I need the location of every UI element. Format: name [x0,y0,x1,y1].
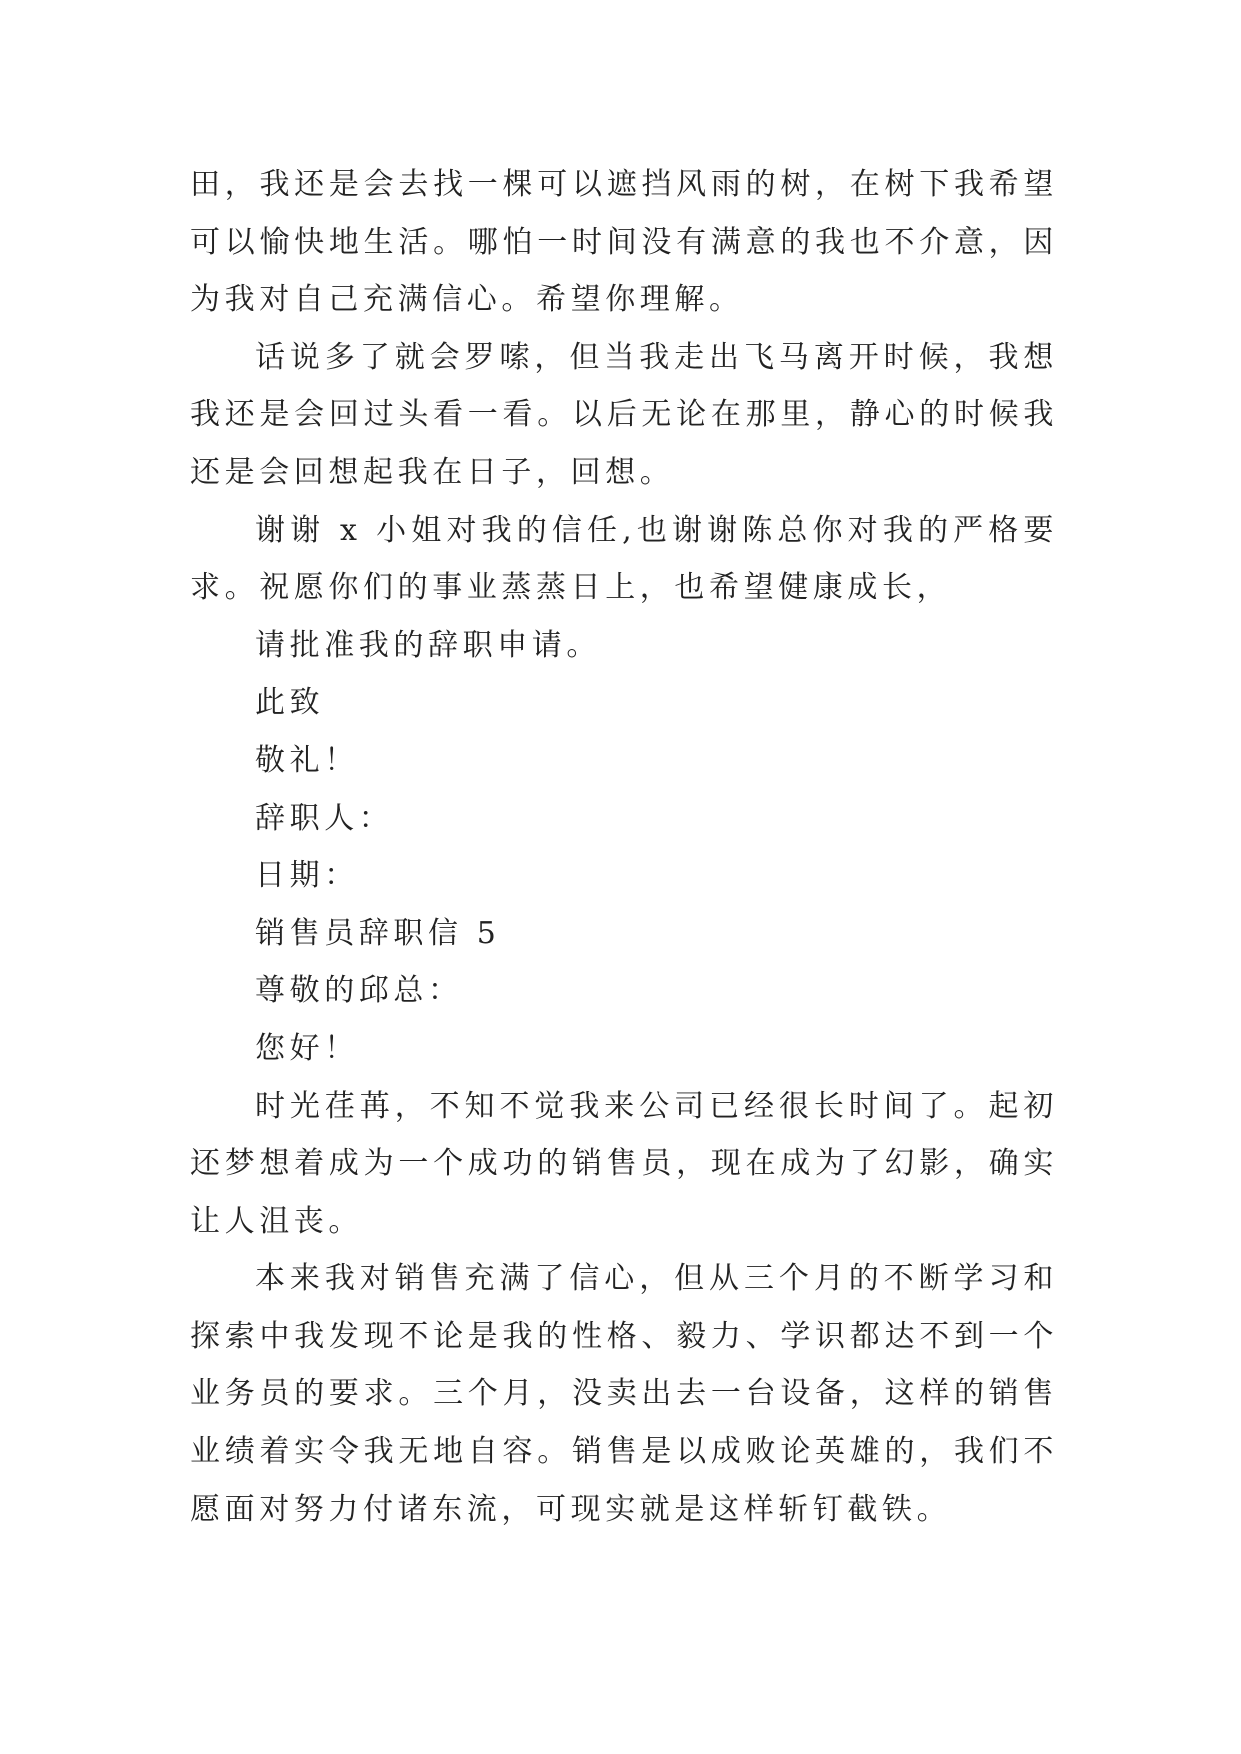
closing-salutation: 此致 [255,685,325,721]
paragraph-thanks: 谢谢 x 小姐对我的信任,也谢谢陈总你对我的严格要求。祝愿你们的事业蒸蒸日上，也希望健康成长， [190,512,1058,606]
letter-greeting: 您好！ [255,1030,359,1066]
paragraph-continuation: 田，我还是会去找一棵可以遮挡风雨的树，在树下我希望可以愉快地生活。哪怕一时间没有满意的我也不介意，因为我对自己充满信心。希望你理解。 [190,167,1058,318]
paragraph-request: 请批准我的辞职申请。 [255,627,601,663]
paragraph-sales: 本来我对销售充满了信心，但从三个月的不断学习和探索中我发现不论是我的性格、毅力、学识都达不到一个业务员的要求。三个月，没卖出去一台设备，这样的销售业绩着实令我无地自容。销售是以成败论英雄的，我们不愿面对努力付诸东流，可现实就是这样斩钉截铁。 [190,1261,1058,1527]
document-body [190,156,1058,1538]
paragraph-farewell: 话说多了就会罗嗦，但当我走出飞马离开时候，我想我还是会回过头看一看。以后无论在那里，静心的时候我还是会回想起我在日子，回想。 [190,339,1058,490]
letter-addressee: 尊敬的邱总： [255,973,463,1009]
date-line: 日期： [255,858,359,894]
signature-line: 辞职人： [255,800,394,836]
section-heading: 销售员辞职信 5 [255,915,501,951]
paragraph-time: 时光荏苒，不知不觉我来公司已经很长时间了。起初还梦想着成为一个成功的销售员，现在成为了幻影，确实让人沮丧。 [190,1088,1058,1239]
closing-regards: 敬礼！ [255,742,359,778]
